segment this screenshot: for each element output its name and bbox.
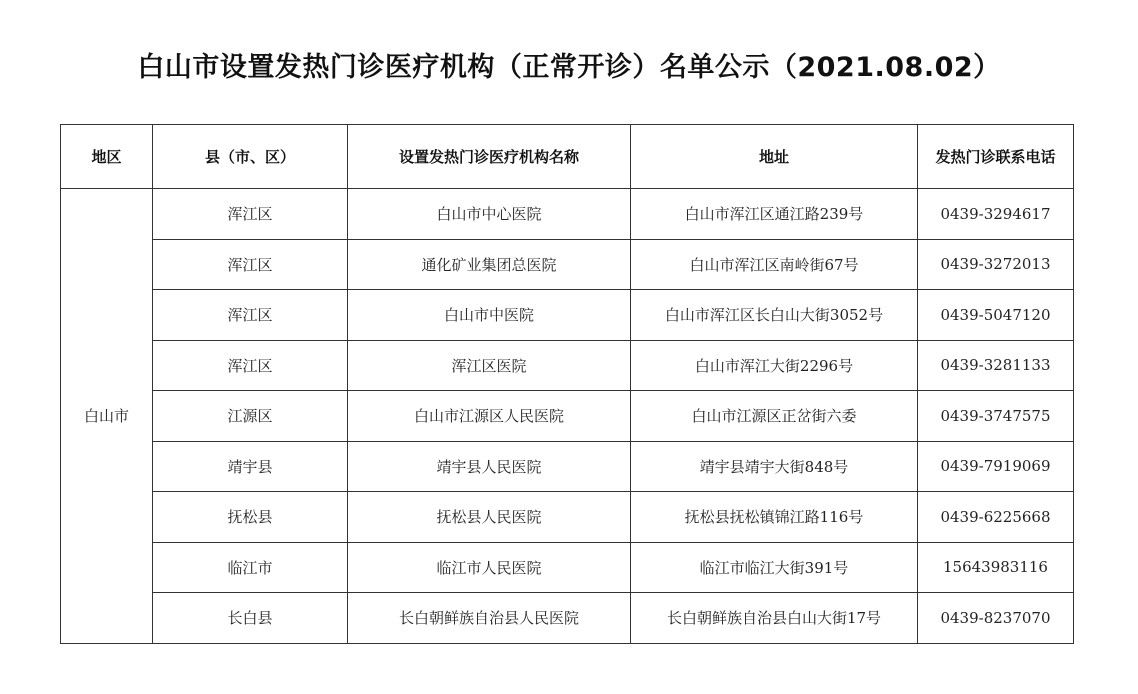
county-cell: 临江市 [153, 542, 348, 593]
institution-cell: 白山市中医院 [348, 290, 631, 341]
table-row [61, 239, 1074, 290]
county-cell: 靖宇县 [153, 441, 348, 492]
address-cell: 抚松县抚松镇锦江路116号 [631, 492, 918, 543]
table-row [61, 492, 1074, 543]
county-cell: 长白县 [153, 593, 348, 644]
table-row [61, 290, 1074, 341]
institution-cell: 靖宇县人民医院 [348, 441, 631, 492]
header-phone: 发热门诊联系电话 [918, 125, 1074, 189]
phone-cell: 15643983116 [918, 542, 1074, 593]
institution-cell: 浑江区医院 [348, 340, 631, 391]
region-cell: 白山市 [61, 189, 153, 644]
table-row [61, 593, 1074, 644]
fever-clinic-table [60, 124, 1074, 644]
table-header-row [61, 125, 1074, 189]
table-row [61, 189, 1074, 240]
institution-cell: 临江市人民医院 [348, 542, 631, 593]
county-cell: 浑江区 [153, 239, 348, 290]
institution-cell: 白山市中心医院 [348, 189, 631, 240]
header-address: 地址 [631, 125, 918, 189]
phone-cell: 0439-3272013 [918, 239, 1074, 290]
address-cell: 白山市浑江区南岭街67号 [631, 239, 918, 290]
county-cell: 浑江区 [153, 290, 348, 341]
page-title: 白山市设置发热门诊医疗机构（正常开诊）名单公示（2021.08.02） [137, 52, 1001, 83]
phone-cell: 0439-3747575 [918, 391, 1074, 442]
address-cell: 长白朝鲜族自治县白山大街17号 [631, 593, 918, 644]
address-cell: 白山市浑江区通江路239号 [631, 189, 918, 240]
address-cell: 白山市浑江大街2296号 [631, 340, 918, 391]
address-cell: 靖宇县靖宇大街848号 [631, 441, 918, 492]
phone-cell: 0439-6225668 [918, 492, 1074, 543]
county-cell: 江源区 [153, 391, 348, 442]
address-cell: 白山市浑江区长白山大街3052号 [631, 290, 918, 341]
county-cell: 浑江区 [153, 340, 348, 391]
header-institution: 设置发热门诊医疗机构名称 [348, 125, 631, 189]
address-cell: 白山市江源区正岔街六委 [631, 391, 918, 442]
header-region: 地区 [61, 125, 153, 189]
table-row [61, 340, 1074, 391]
phone-cell: 0439-7919069 [918, 441, 1074, 492]
county-cell: 浑江区 [153, 189, 348, 240]
address-cell: 临江市临江大街391号 [631, 542, 918, 593]
phone-cell: 0439-3294617 [918, 189, 1074, 240]
table-row [61, 542, 1074, 593]
phone-cell: 0439-3281133 [918, 340, 1074, 391]
header-county: 县（市、区） [153, 125, 348, 189]
institution-cell: 通化矿业集团总医院 [348, 239, 631, 290]
phone-cell: 0439-5047120 [918, 290, 1074, 341]
table-row [61, 441, 1074, 492]
institution-cell: 长白朝鲜族自治县人民医院 [348, 593, 631, 644]
institution-cell: 抚松县人民医院 [348, 492, 631, 543]
phone-cell: 0439-8237070 [918, 593, 1074, 644]
county-cell: 抚松县 [153, 492, 348, 543]
institution-cell: 白山市江源区人民医院 [348, 391, 631, 442]
table-row [61, 391, 1074, 442]
